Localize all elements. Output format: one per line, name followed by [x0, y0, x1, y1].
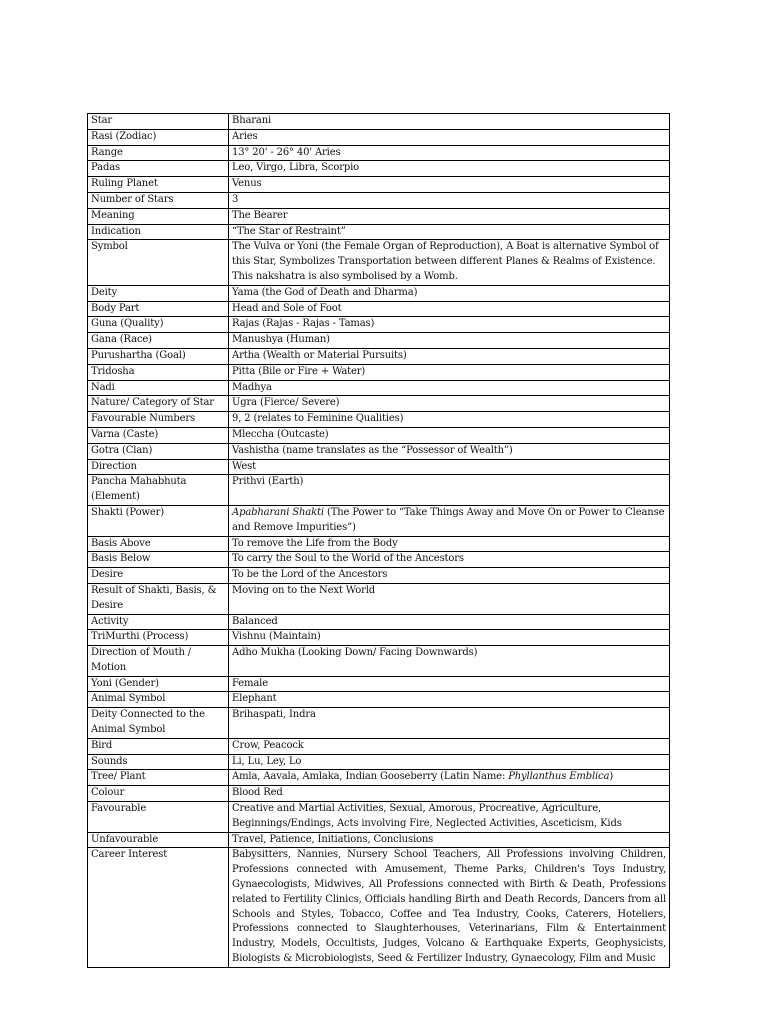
plant-latin-name: Phyllanthus Emblica [508, 771, 610, 783]
row-label: Favourable Numbers [88, 412, 229, 428]
table-row [88, 364, 670, 380]
row-value: To remove the Life from the Body [229, 536, 670, 552]
row-label: Varna (Caste) [88, 427, 229, 443]
row-value: Babysitters, Nannies, Nursery School Teachers, All Professions involving Children, Professions connected with Amusement, Theme Parks, Children's Toys Industry, Gynaecologists, Midwives, All Professions connected with Birth & Death, Professions related to Fertility Clinics, Officials handling Birth and Death Records, Dancers from all Schools and Styles, Tobacco, Coffee and Tea Industry, Cooks, Caterers, Hoteliers, Professions connected to Slaughterhouses, Veterinarians, Film & Entertainment Industry, Models, Occultists, Judges, Volcano & Earthquake Experts, Geophysicists, Biologists & Microbiologists, Seed & Fertilizer Industry, Gynaecology, Film and Music [229, 848, 670, 967]
row-label: Purushartha (Goal) [88, 348, 229, 364]
row-label: Nadi [88, 380, 229, 396]
row-label: Activity [88, 614, 229, 630]
row-label: Gana (Race) [88, 333, 229, 349]
plant-names: Amla, Aavala, Amlaka, Indian Gooseberry (Latin Name: [232, 771, 509, 783]
row-value: Travel, Patience, Initiations, Conclusions [229, 832, 670, 848]
row-value: Prithvi (Earth) [229, 475, 670, 506]
shakti-name: Apabharani Shakti [232, 506, 324, 518]
row-value: Rajas (Rajas - Rajas - Tamas) [229, 317, 670, 333]
table-row [88, 475, 670, 506]
row-value: West [229, 459, 670, 475]
table-row [88, 754, 670, 770]
row-label: Ruling Planet [88, 177, 229, 193]
table-row [88, 396, 670, 412]
row-value: Manushya (Human) [229, 333, 670, 349]
row-value: Elephant [229, 692, 670, 708]
row-label: Range [88, 145, 229, 161]
row-value: Vishnu (Maintain) [229, 630, 670, 646]
row-value [229, 505, 670, 536]
row-label: Direction [88, 459, 229, 475]
row-value: Head and Sole of Foot [229, 301, 670, 317]
shakti-description: (The Power to “Take Things Away and Move On or Power to Cleanse and Remove Impurities”) [232, 506, 665, 533]
row-label: Guna (Quality) [88, 317, 229, 333]
row-label: Sounds [88, 754, 229, 770]
row-value: Crow, Peacock [229, 738, 670, 754]
row-value: The Bearer [229, 208, 670, 224]
row-label: Pancha Mahabhuta (Element) [88, 475, 229, 506]
row-value [229, 770, 670, 786]
table-row [88, 568, 670, 584]
row-label: Tridosha [88, 364, 229, 380]
row-label: Bird [88, 738, 229, 754]
row-label: Symbol [88, 240, 229, 285]
row-value: Madhya [229, 380, 670, 396]
table-row [88, 786, 670, 802]
table-body [88, 114, 670, 968]
table-row [88, 285, 670, 301]
table-row [88, 192, 670, 208]
row-label: Basis Below [88, 552, 229, 568]
row-label: Direction of Mouth / Motion [88, 646, 229, 677]
row-value: Venus [229, 177, 670, 193]
table-row [88, 412, 670, 428]
row-value: Balanced [229, 614, 670, 630]
table-row [88, 536, 670, 552]
row-label: Padas [88, 161, 229, 177]
table-row [88, 552, 670, 568]
row-label: Nature/ Category of Star [88, 396, 229, 412]
table-row [88, 317, 670, 333]
table-row [88, 333, 670, 349]
row-label: Star [88, 114, 229, 130]
row-label: Favourable [88, 802, 229, 833]
table-row [88, 676, 670, 692]
row-label: Animal Symbol [88, 692, 229, 708]
table-row [88, 459, 670, 475]
row-value: To carry the Soul to the World of the Ancestors [229, 552, 670, 568]
table-row [88, 348, 670, 364]
row-value: Aries [229, 129, 670, 145]
row-value: 13° 20' - 26° 40' Aries [229, 145, 670, 161]
row-label: Result of Shakti, Basis, & Desire [88, 583, 229, 614]
row-label: Tree/ Plant [88, 770, 229, 786]
table-row [88, 129, 670, 145]
table-row [88, 443, 670, 459]
table-row [88, 177, 670, 193]
row-value: 3 [229, 192, 670, 208]
row-value: To be the Lord of the Ancestors [229, 568, 670, 584]
row-value: Leo, Virgo, Libra, Scorpio [229, 161, 670, 177]
row-label: Rasi (Zodiac) [88, 129, 229, 145]
table-row [88, 630, 670, 646]
row-value: Creative and Martial Activities, Sexual, Amorous, Procreative, Agriculture, Beginnings/Endings, Acts involving Fire, Neglected Activities, Asceticism, Kids [229, 802, 670, 833]
table-row [88, 240, 670, 285]
row-label: Desire [88, 568, 229, 584]
table-row [88, 583, 670, 614]
row-value: “The Star of Restraint” [229, 224, 670, 240]
row-label: Basis Above [88, 536, 229, 552]
row-value: Yama (the God of Death and Dharma) [229, 285, 670, 301]
table-row [88, 208, 670, 224]
table-row [88, 614, 670, 630]
row-label: Body Part [88, 301, 229, 317]
row-label: Gotra (Clan) [88, 443, 229, 459]
table-row [88, 692, 670, 708]
row-value: Li, Lu, Ley, Lo [229, 754, 670, 770]
table-row [88, 505, 670, 536]
row-value: Mleccha (Outcaste) [229, 427, 670, 443]
row-value: Pitta (Bile or Fire + Water) [229, 364, 670, 380]
row-value: Brihaspati, Indra [229, 708, 670, 739]
table-row [88, 832, 670, 848]
table-row [88, 224, 670, 240]
nakshatra-attributes-table [87, 113, 670, 968]
plant-suffix: ) [609, 771, 614, 783]
table-row [88, 738, 670, 754]
row-label: Yoni (Gender) [88, 676, 229, 692]
row-label: Deity [88, 285, 229, 301]
row-label: Number of Stars [88, 192, 229, 208]
table-row [88, 770, 670, 786]
table-row [88, 145, 670, 161]
table-row [88, 161, 670, 177]
row-value: Artha (Wealth or Material Pursuits) [229, 348, 670, 364]
row-label: Shakti (Power) [88, 505, 229, 536]
row-value: Ugra (Fierce/ Severe) [229, 396, 670, 412]
row-value: Blood Red [229, 786, 670, 802]
row-label: Career Interest [88, 848, 229, 967]
table-row [88, 380, 670, 396]
row-value: Female [229, 676, 670, 692]
row-value: Moving on to the Next World [229, 583, 670, 614]
table-row [88, 646, 670, 677]
table-row [88, 802, 670, 833]
table-row [88, 301, 670, 317]
row-label: TriMurthi (Process) [88, 630, 229, 646]
table-row [88, 708, 670, 739]
row-value: 9, 2 (relates to Feminine Qualities) [229, 412, 670, 428]
row-label: Colour [88, 786, 229, 802]
table-row [88, 427, 670, 443]
table-row [88, 848, 670, 967]
row-value: Bharani [229, 114, 670, 130]
row-label: Meaning [88, 208, 229, 224]
row-label: Indication [88, 224, 229, 240]
row-value: Adho Mukha (Looking Down/ Facing Downwards) [229, 646, 670, 677]
row-label: Unfavourable [88, 832, 229, 848]
row-value: Vashistha (name translates as the “Possessor of Wealth”) [229, 443, 670, 459]
row-label: Deity Connected to the Animal Symbol [88, 708, 229, 739]
table-row [88, 114, 670, 130]
row-value: The Vulva or Yoni (the Female Organ of Reproduction), A Boat is alternative Symbol of this Star, Symbolizes Transportation between different Planes & Realms of Existence. This nakshatra is also symbolised by a Womb. [229, 240, 670, 285]
